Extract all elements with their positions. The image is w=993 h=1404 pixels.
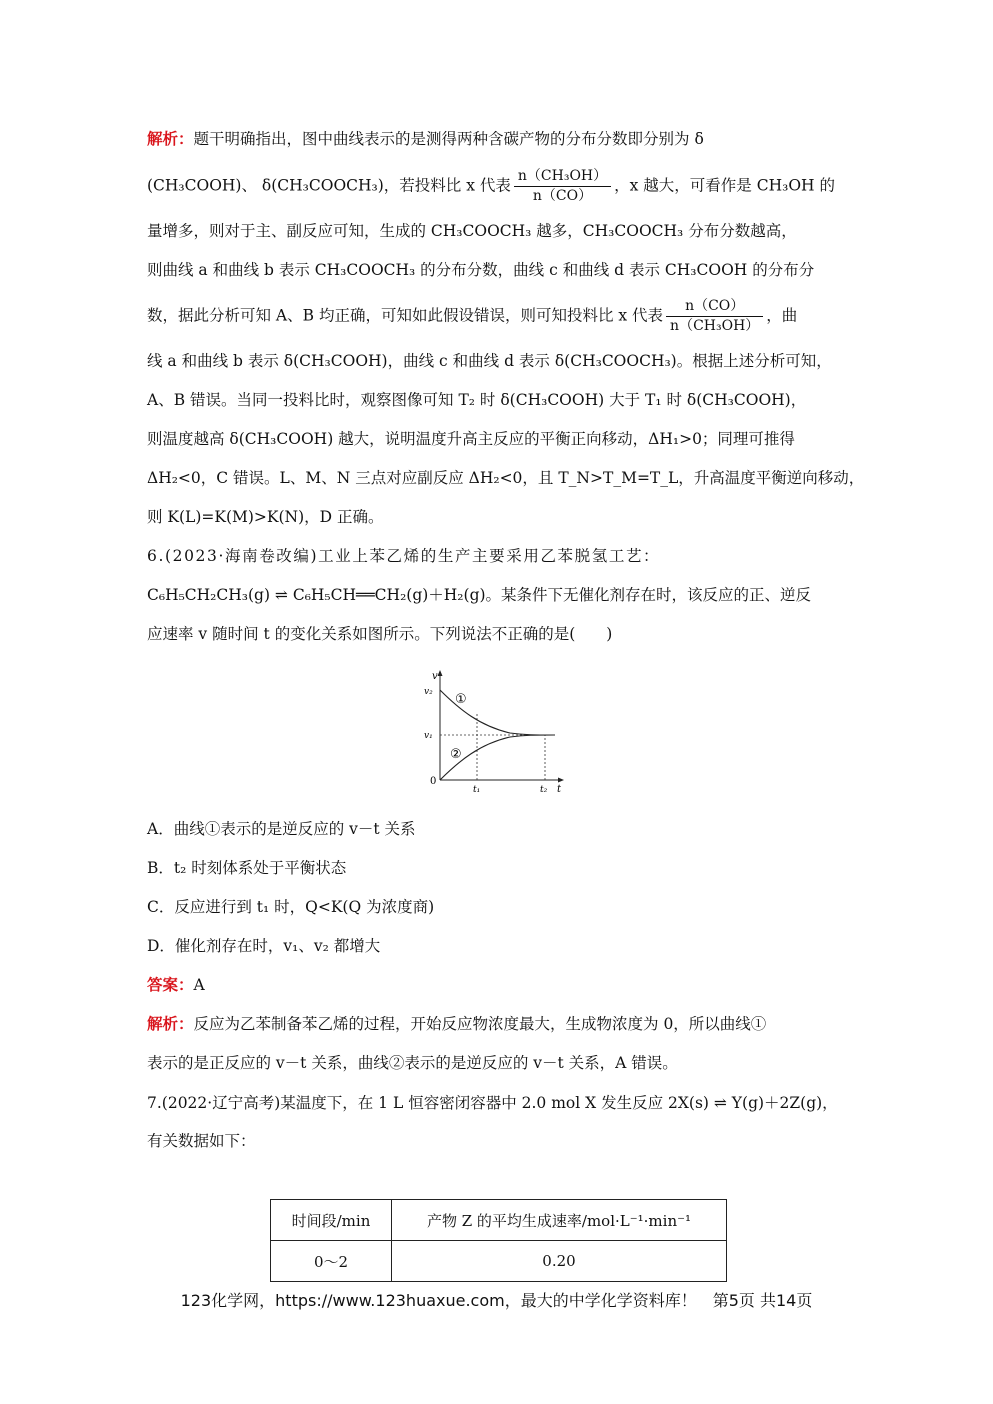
analysis-line-4: 则曲线 a 和曲线 b 表示 CH₃COOCH₃ 的分布分数，曲线 c 和曲线 d 表示 CH₃COOH 的分布分 — [147, 261, 815, 279]
analysis-line-5: 数，据此分析可知 A、B 均正确，可知如此假设错误，则可知投料比 x 代表 $\frac{n(CO)}{\text{n（CH₃OH）}}$ ，曲 — [147, 298, 798, 334]
origin-label: 0 — [430, 776, 437, 787]
q7-stem-line-2: 有关数据如下： — [147, 1132, 256, 1150]
table-header-row — [271, 1200, 727, 1241]
answer-label: 答案： — [147, 975, 194, 994]
y-axis-arrow-icon — [438, 670, 443, 676]
table-header-time: 时间段/min — [271, 1200, 392, 1241]
q6-option-c: C．反应进行到 t₁ 时，Q<K(Q 为浓度商) — [147, 898, 435, 916]
analysis-line-10: 则 K(L)=K(M)>K(N)，D 正确。 — [147, 508, 384, 526]
table-row — [271, 1241, 727, 1282]
q7-stem-line-1: 7.(2022·辽宁高考)某温度下，在 1 L 恒容密闭容器中 2.0 mol X 发生反应 2X(s) ⇌ Y(g)＋2Z(g)， — [147, 1094, 838, 1112]
v1-label: v₁ — [424, 731, 433, 741]
q6-analysis-line-1: 解析：反应为乙苯制备苯乙烯的过程，开始反应物浓度最大，生成物浓度为 0，所以曲线① — [147, 1014, 767, 1033]
fraction-co-over-ch3oh: $\frac{n(CO)}{\text{n（CH₃OH）}}$ — [666, 298, 763, 335]
t2-label: t₂ — [540, 785, 548, 794]
answer-value: A — [193, 976, 205, 994]
curve-2-label: ② — [450, 747, 462, 762]
q6-stem-line-1: 6.(2023·海南卷改编)工业上苯乙烯的生产主要采用乙苯脱氢工艺： — [147, 547, 661, 565]
q6-option-b: B．t₂ 时刻体系处于平衡状态 — [147, 859, 347, 877]
q6-analysis-line-2: 表示的是正反应的 v－t 关系，曲线②表示的是逆反应的 v－t 关系，A 错误。 — [147, 1054, 678, 1072]
q6-stem-line-2: C₆H₅CH₂CH₃(g) ⇌ C₆H₅CH══CH₂(g)＋H₂(g)。某条件下无催化剂存在时，该反应的正、逆反 — [147, 586, 812, 604]
fraction-ch3oh-over-co: $\frac{\text{n（CH₃OH）}}{n(CO)}$ — [514, 168, 611, 205]
v2-label: v₂ — [424, 687, 433, 697]
t1-label: t₁ — [473, 785, 481, 794]
q6-option-d: D．催化剂存在时，v₁、v₂ 都增大 — [147, 937, 381, 955]
table-header-rate: 产物 Z 的平均生成速率/mol·L⁻¹·min⁻¹ — [392, 1200, 727, 1241]
x-axis-label: t — [557, 784, 562, 794]
x-axis-arrow-icon — [558, 778, 564, 783]
page-footer: 123化学网，https://www.123huaxue.com，最大的中学化学资料库！ 第5页 共14页 — [180, 1291, 813, 1310]
y-axis-label: v — [432, 671, 438, 682]
analysis-line-7: A、B 错误。当同一投料比时，观察图像可知 T₂ 时 δ(CH₃COOH) 大于 T₁ 时 δ(CH₃COOH)， — [147, 391, 807, 409]
q7-data-table — [270, 1199, 727, 1282]
analysis-label: 解析： — [147, 129, 194, 148]
table-cell-time: 0～2 — [271, 1241, 392, 1282]
analysis-line-9: ΔH₂<0，C 错误。L、M、N 三点对应副反应 ΔH₂<0，且 T_N>T_M=T_L，升高温度平衡逆向移动， — [147, 469, 865, 487]
analysis-line-6: 线 a 和曲线 b 表示 δ(CH₃COOH)，曲线 c 和曲线 d 表示 δ(CH₃COOCH₃)。根据上述分析可知， — [147, 352, 832, 370]
analysis-line-3: 量增多，则对于主、副反应可知，生成的 CH₃COOCH₃ 越多，CH₃COOCH₃ 分布分数越高， — [147, 222, 797, 240]
analysis-label-2: 解析： — [147, 1014, 194, 1033]
table-cell-rate: 0.20 — [392, 1241, 727, 1282]
analysis-line-2: (CH₃COOH)、 δ(CH₃COOCH₃)，若投料比 x 代表 $\frac{\text{n（CH₃OH）}}{n(CO)}$ ，x 越大，可看作是 CH₃OH 的 — [147, 168, 835, 204]
curve-1-label: ① — [455, 692, 467, 707]
q6-answer — [147, 974, 205, 996]
analysis-line-8: 则温度越高 δ(CH₃COOH) 越大，说明温度升高主反应的平衡正向移动，ΔH₁>0；同理可推得 — [147, 430, 795, 448]
q6-option-a: A．曲线①表示的是逆反应的 v－t 关系 — [147, 820, 416, 838]
q6-stem-line-3: 应速率 v 随时间 t 的变化关系如图所示。下列说法不正确的是( ) — [147, 625, 613, 643]
analysis-line-1: 解析：题干明确指出，图中曲线表示的是测得两种含碳产物的分布分数即分别为 δ — [147, 129, 704, 148]
rate-time-graph — [420, 668, 570, 794]
